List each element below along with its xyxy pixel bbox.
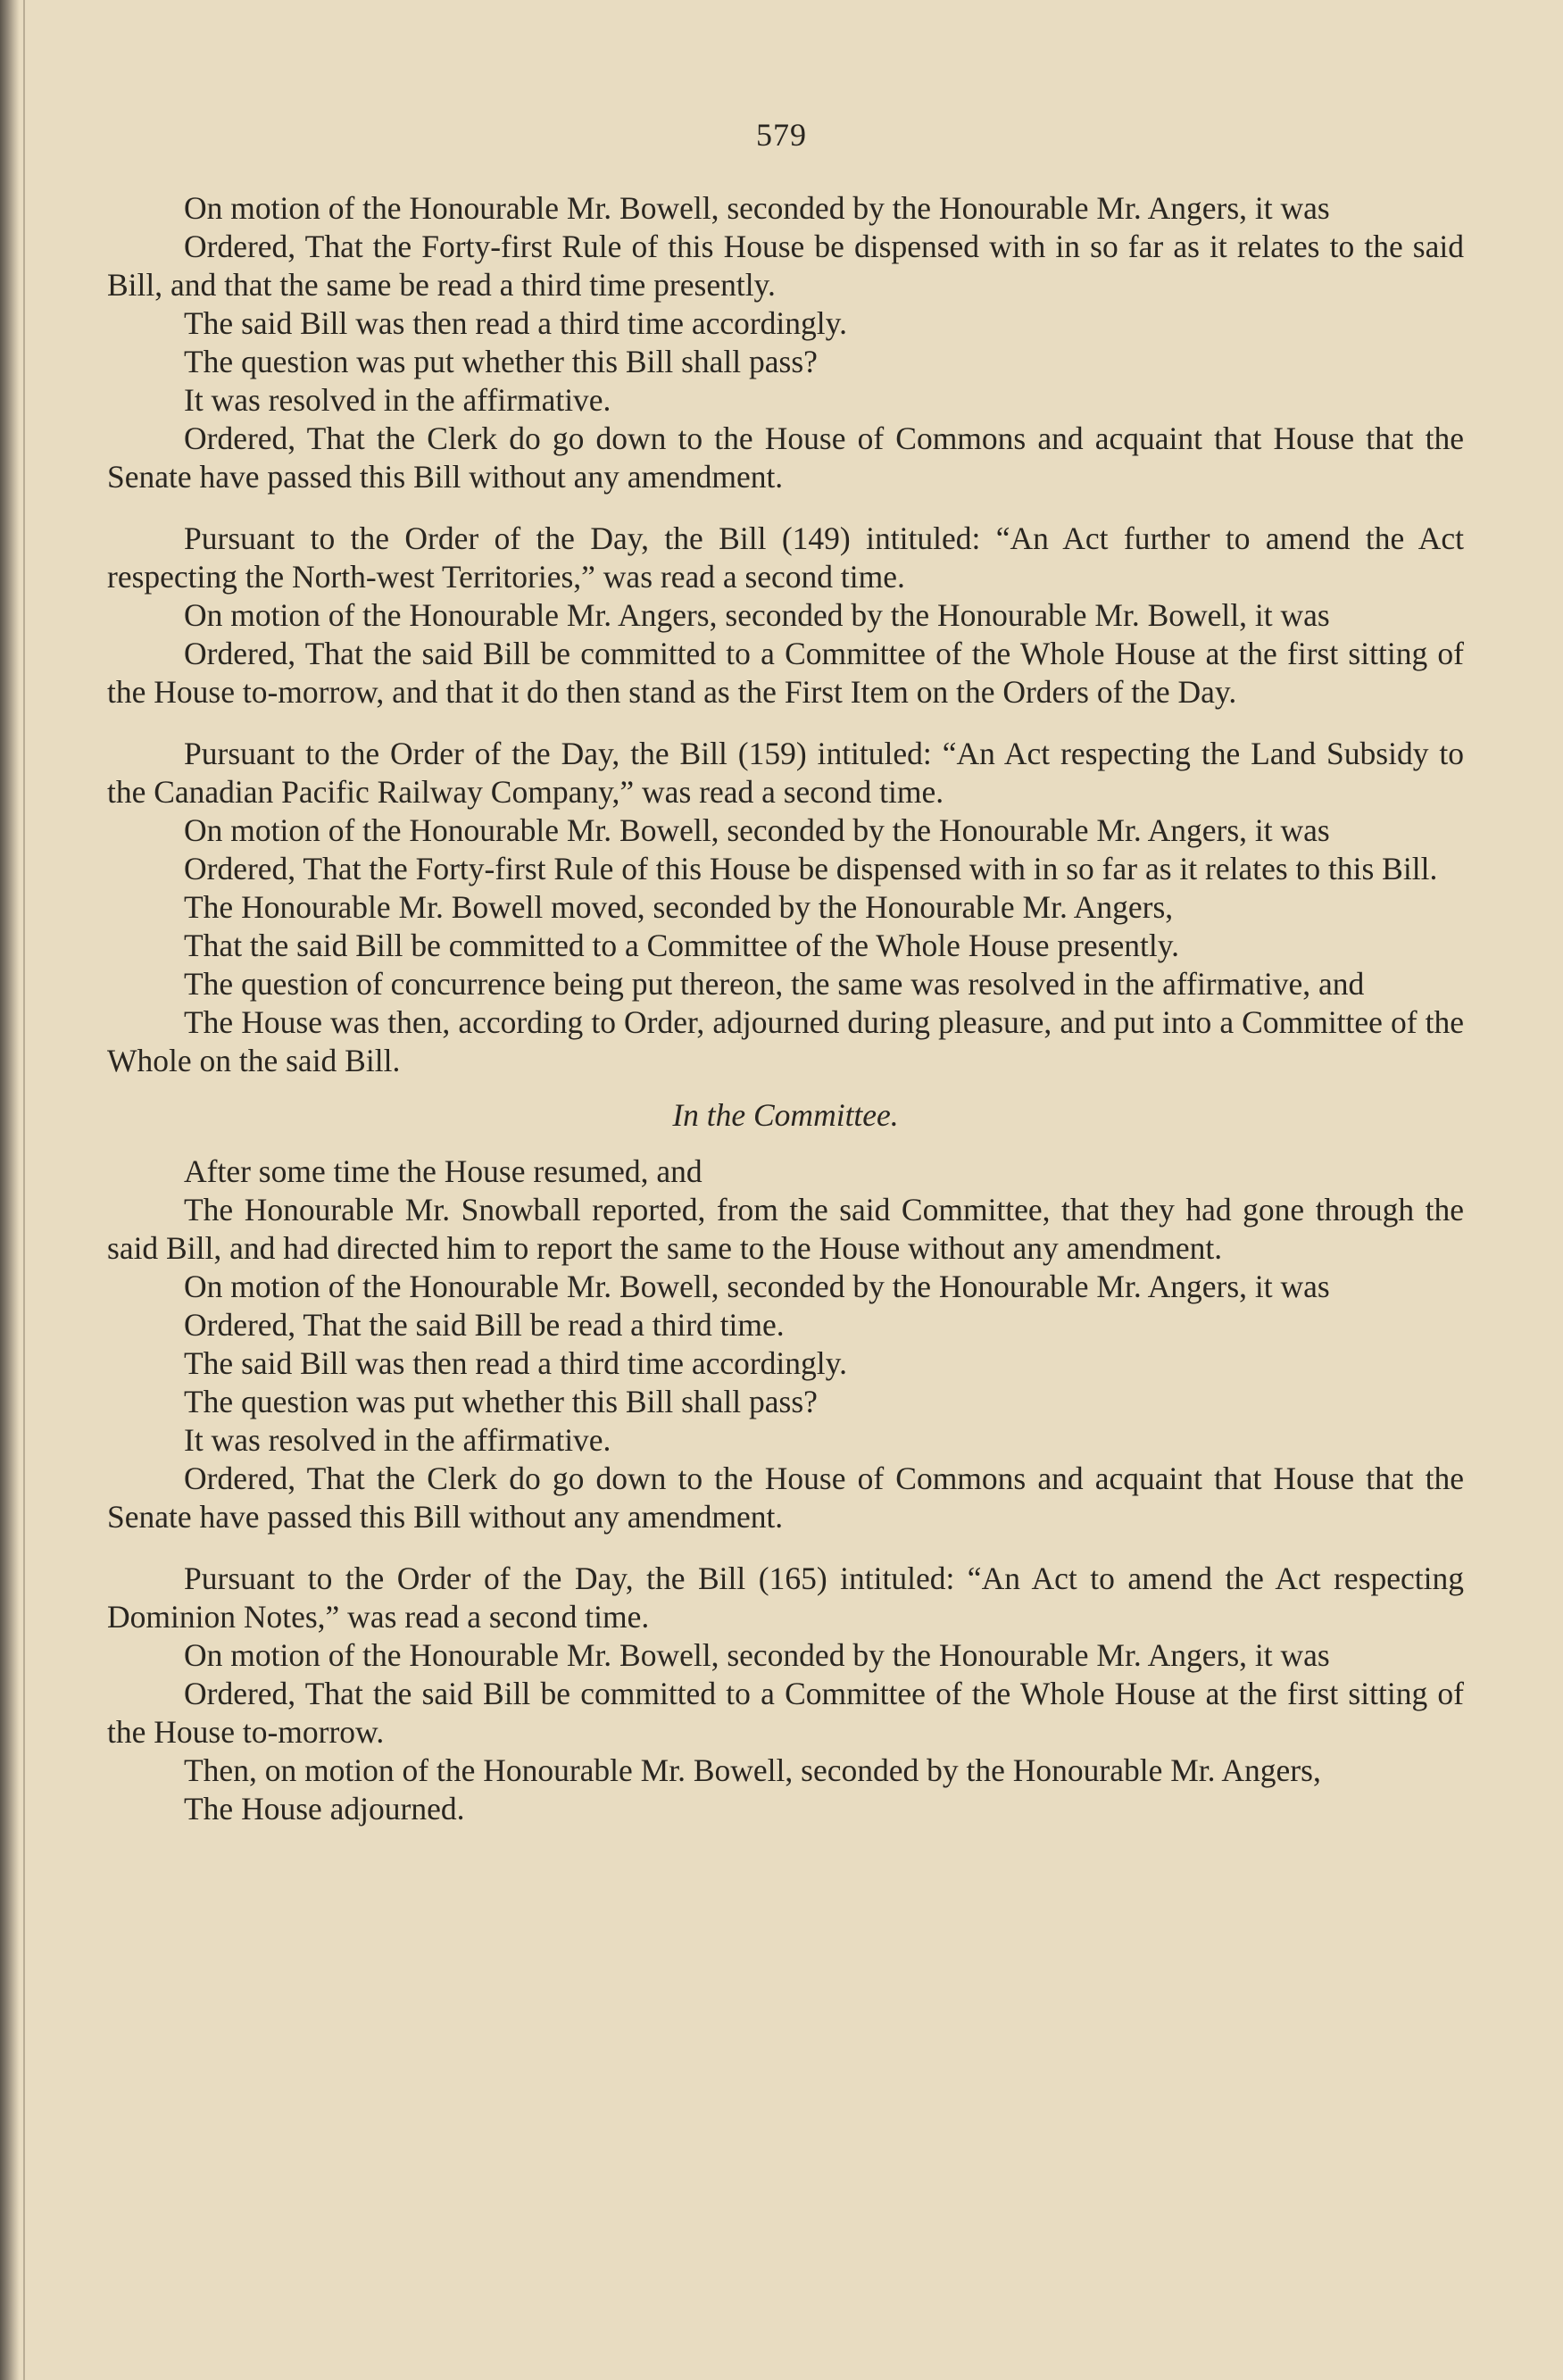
paragraph: The Honourable Mr. Bowell moved, seconded by the Honourable Mr. Angers, xyxy=(184,889,1174,925)
paragraph: Ordered, That the Forty-first Rule of this House be dispensed with in so far as it relates to the said Bill, and that the same be read a third time presently. xyxy=(107,229,1464,303)
paragraph: Pursuant to the Order of the Day, the Bill (159) intituled: “An Act respecting the Land Subsidy to the Canadian Pacific Railway Company,” was read a second time. xyxy=(107,736,1464,810)
paragraph: The said Bill was then read a third time accordingly. xyxy=(184,305,847,341)
paragraph: On motion of the Honourable Mr. Bowell, seconded by the Honourable Mr. Angers, it was xyxy=(184,1269,1330,1304)
paragraph: Ordered, That the Forty-first Rule of this House be dispensed with in so far as it relates to this Bill. xyxy=(184,851,1438,886)
paragraph: The question was put whether this Bill shall pass? xyxy=(184,1384,818,1419)
page-number: 579 xyxy=(756,117,807,153)
paragraph: That the said Bill be committed to a Committee of the Whole House presently. xyxy=(184,928,1180,963)
paragraph: The said Bill was then read a third time accordingly. xyxy=(184,1345,847,1381)
page-body xyxy=(107,189,1464,1828)
book-spine-shadow xyxy=(0,0,20,2380)
paragraph: On motion of the Honourable Mr. Angers, seconded by the Honourable Mr. Bowell, it was xyxy=(184,597,1330,633)
paragraph: On motion of the Honourable Mr. Bowell, seconded by the Honourable Mr. Angers, it was xyxy=(184,1637,1330,1673)
paragraph: Ordered, That the said Bill be committed to a Committee of the Whole House at the first sitting of the House to-morrow, and that it do then stand as the First Item on the Orders of the Day. xyxy=(107,636,1464,710)
paragraph: Ordered, That the said Bill be read a third time. xyxy=(184,1307,785,1343)
paragraph: Pursuant to the Order of the Day, the Bill (165) intituled: “An Act to amend the Act respecting Dominion Notes,” was read a second time. xyxy=(107,1560,1464,1635)
paragraph: The question was put whether this Bill shall pass? xyxy=(184,344,818,379)
paragraph: The question of concurrence being put thereon, the same was resolved in the affirmative, and xyxy=(184,966,1365,1002)
paragraph: The Honourable Mr. Snowball reported, from the said Committee, that they had gone through the said Bill, and had directed him to report the same to the House without any amendment. xyxy=(107,1192,1464,1266)
paragraph: Ordered, That the Clerk do go down to the House of Commons and acquaint that House that the Senate have passed this Bill without any amendment. xyxy=(107,1460,1464,1535)
paragraph: On motion of the Honourable Mr. Bowell, seconded by the Honourable Mr. Angers, it was xyxy=(184,812,1330,848)
paragraph: On motion of the Honourable Mr. Bowell, seconded by the Honourable Mr. Angers, it was xyxy=(184,190,1330,226)
paragraph: The House was then, according to Order, adjourned during pleasure, and put into a Committee of the Whole on the said Bill. xyxy=(107,1004,1464,1078)
paragraph: Pursuant to the Order of the Day, the Bill (149) intituled: “An Act further to amend the Act respecting the North-west Territories,” was read a second time. xyxy=(107,520,1464,595)
paragraph: Then, on motion of the Honourable Mr. Bowell, seconded by the Honourable Mr. Angers, xyxy=(184,1752,1321,1788)
section-heading: In the Committee. xyxy=(672,1097,899,1133)
paragraph: It was resolved in the affirmative. xyxy=(184,382,611,418)
paragraph: Ordered, That the Clerk do go down to the House of Commons and acquaint that House that the Senate have passed this Bill without any amendment. xyxy=(107,420,1464,495)
paragraph: After some time the House resumed, and xyxy=(184,1153,703,1189)
paragraph: It was resolved in the affirmative. xyxy=(184,1422,611,1458)
paragraph: Ordered, That the said Bill be committed to a Committee of the Whole House at the first sitting of the House to-morrow. xyxy=(107,1676,1464,1750)
page-edge-line xyxy=(23,0,25,2380)
paragraph: The House adjourned. xyxy=(184,1791,465,1827)
